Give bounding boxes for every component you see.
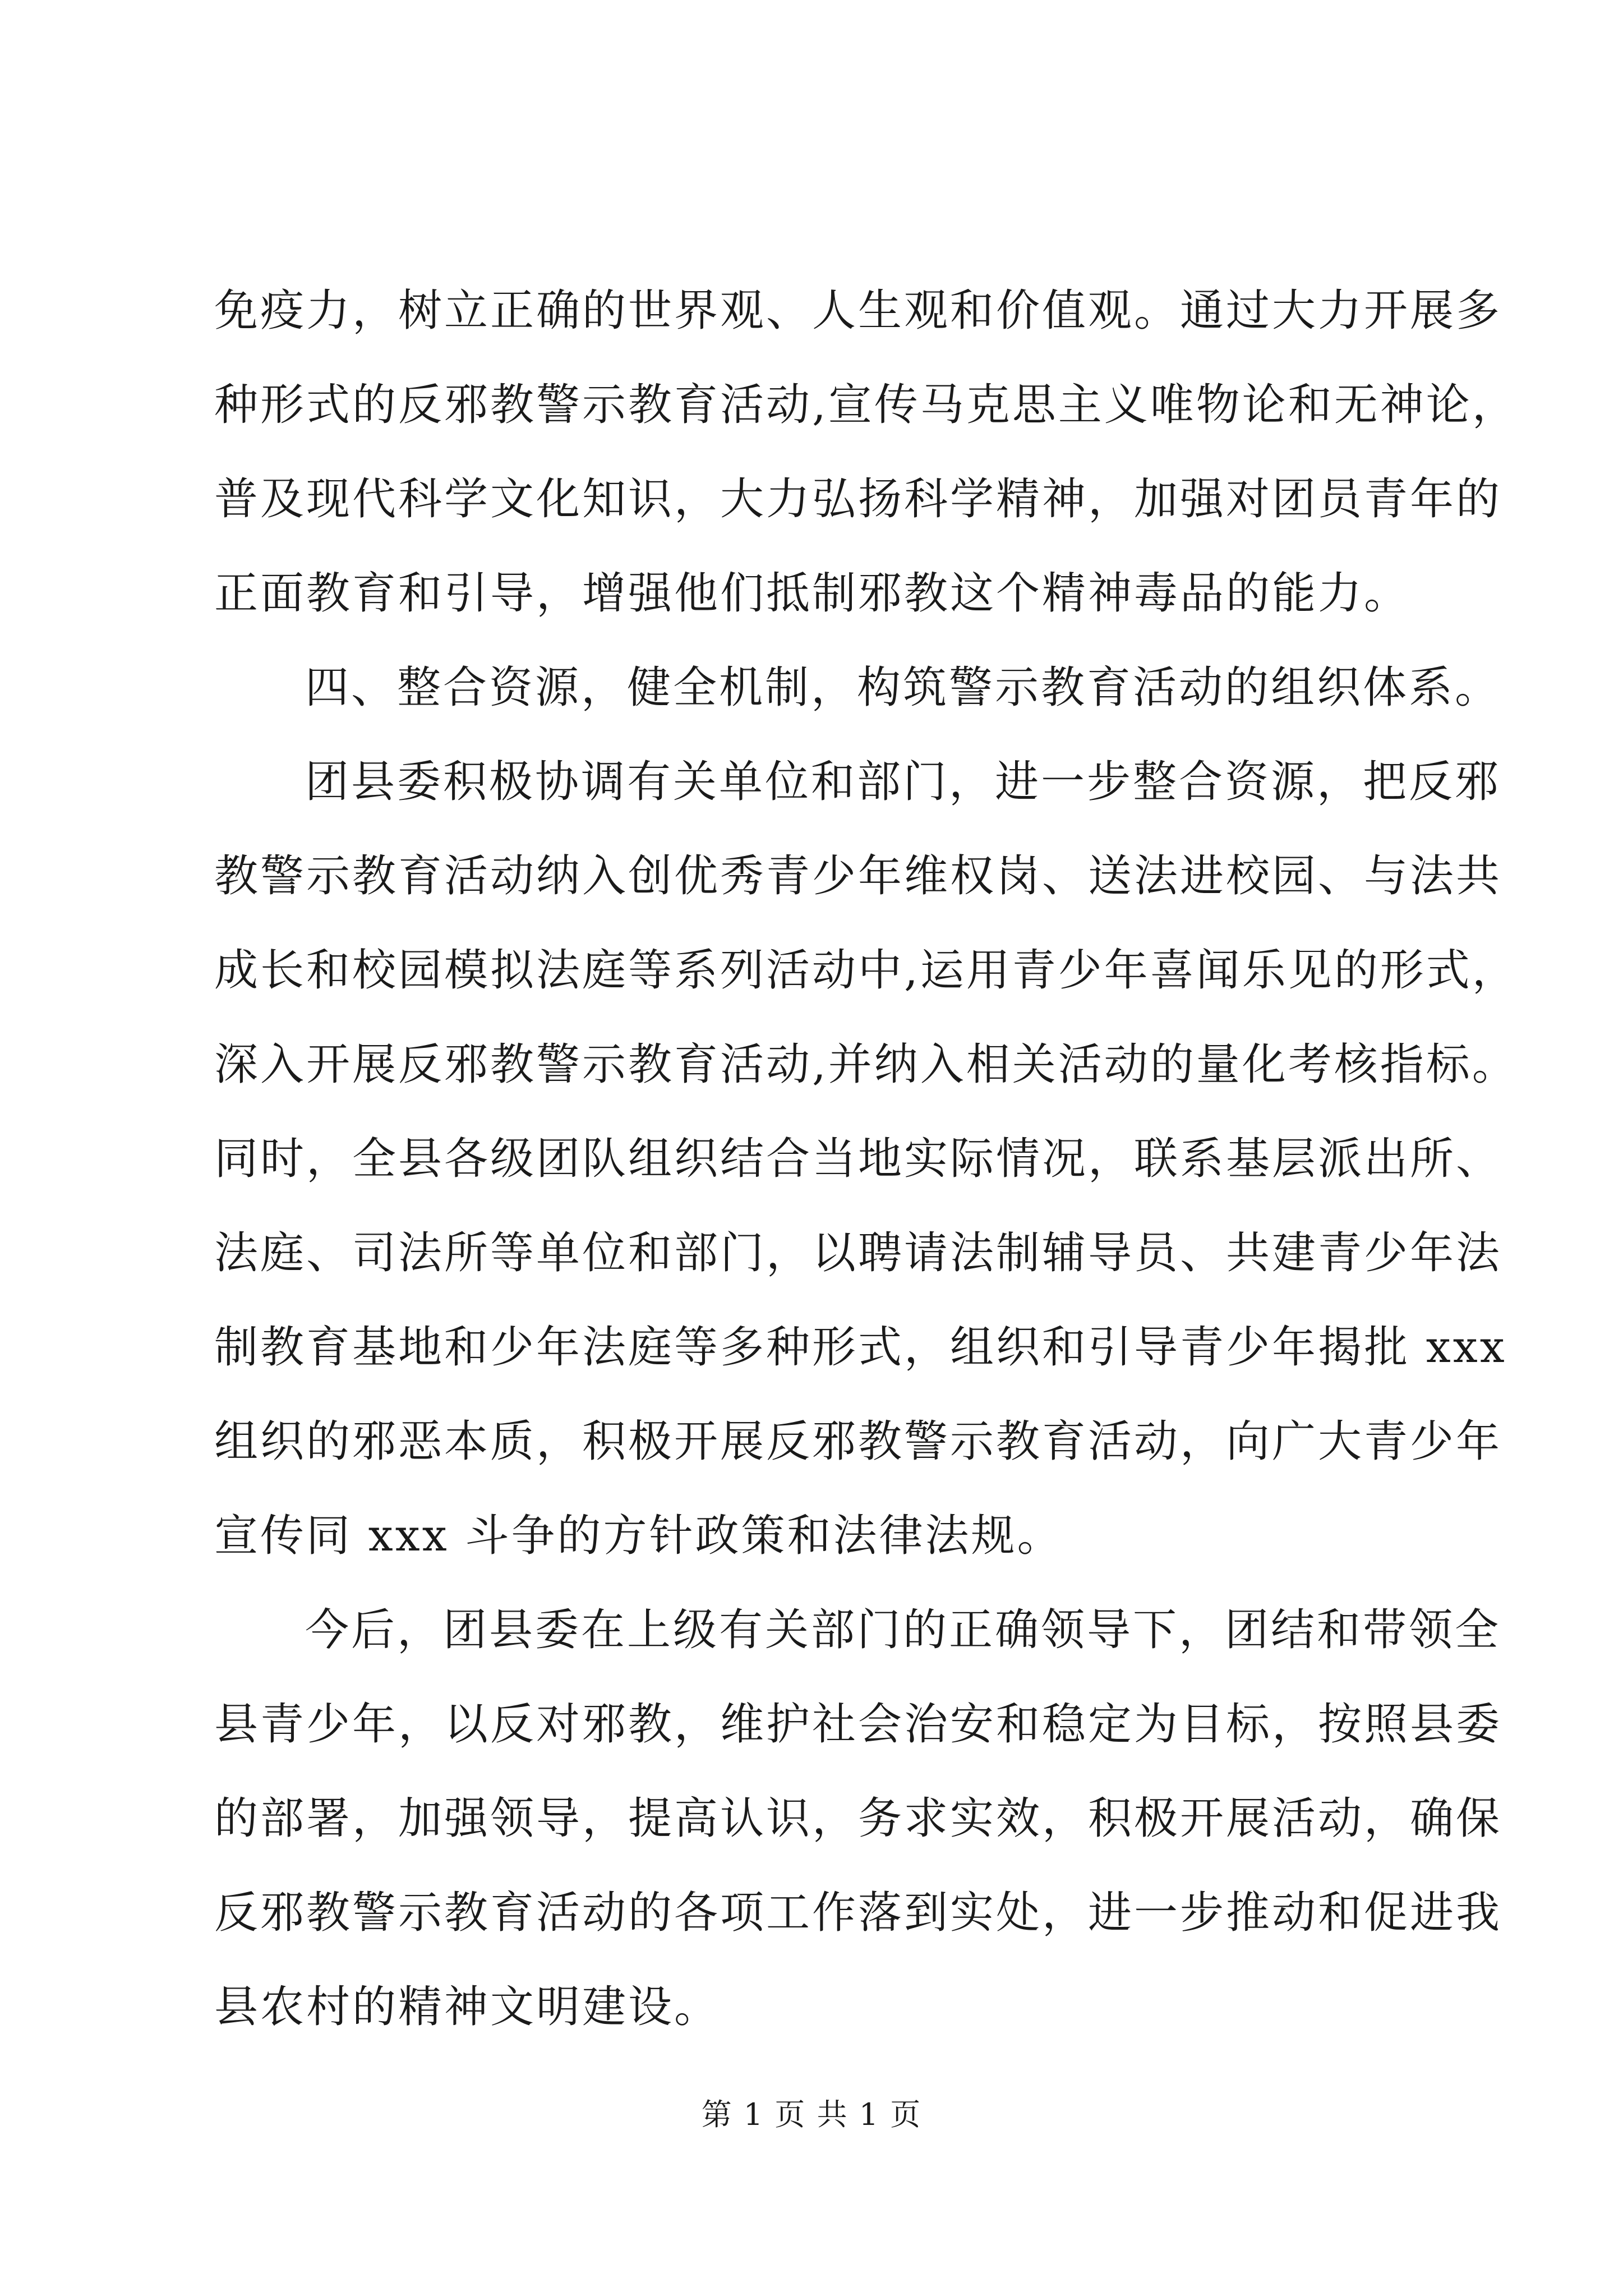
text-line: 深入开展反邪教警示教育活动,并纳入相关活动的量化考核指标。 bbox=[214, 1039, 1518, 1090]
text-line: 制教育基地和少年法庭等多种形式，组织和引导青少年揭批 xxx bbox=[214, 1322, 1507, 1373]
text-line: 团县委积极协调有关单位和部门，进一步整合资源，把反邪 bbox=[305, 757, 1501, 807]
text-line: 正面教育和引导，增强他们抵制邪教这个精神毒品的能力。 bbox=[214, 568, 1410, 619]
text-line: 同时，全县各级团队组织结合当地实际情况，联系基层派出所、 bbox=[214, 1134, 1502, 1184]
text-line: 成长和校园模拟法庭等系列活动中,运用青少年喜闻乐见的形式， bbox=[214, 945, 1518, 996]
paragraph-2 bbox=[214, 735, 1518, 1583]
text-line: 教警示教育活动纳入创优秀青少年维权岗、送法进校园、与法共 bbox=[214, 851, 1502, 901]
text-line: 宣传同 xxx 斗争的方针政策和法律法规。 bbox=[214, 1511, 1063, 1561]
text-line: 免疫力，树立正确的世界观、人生观和价值观。通过大力开展多 bbox=[214, 286, 1502, 336]
text-line: 法庭、司法所等单位和部门，以聘请法制辅导员、共建青少年法 bbox=[214, 1228, 1502, 1278]
paragraph-3 bbox=[214, 1583, 1502, 2054]
text-line: 的部署，加强领导，提高认识，务求实效，积极开展活动，确保 bbox=[214, 1793, 1502, 1844]
page-indicator: 第 1 页 共 1 页 bbox=[701, 2097, 922, 2132]
text-line: 组织的邪恶本质，积极开展反邪教警示教育活动，向广大青少年 bbox=[214, 1416, 1502, 1467]
page-footer bbox=[0, 2092, 1623, 2137]
section-heading-4: 四、整合资源，健全机制，构筑警示教育活动的组织体系。 bbox=[305, 662, 1501, 713]
document-body bbox=[214, 264, 1518, 2054]
text-line: 反邪教警示教育活动的各项工作落到实处，进一步推动和促进我 bbox=[214, 1888, 1502, 1938]
text-line: 县农村的精神文明建设。 bbox=[214, 1982, 721, 2032]
text-line: 种形式的反邪教警示教育活动,宣传马克思主义唯物论和无神论， bbox=[214, 380, 1518, 430]
text-line: 今后，团县委在上级有关部门的正确领导下，团结和带领全 bbox=[305, 1605, 1501, 1655]
text-line: 县青少年，以反对邪教，维护社会治安和稳定为目标，按照县委 bbox=[214, 1699, 1502, 1750]
text-line: 普及现代科学文化知识，大力弘扬科学精神，加强对团员青年的 bbox=[214, 474, 1502, 524]
paragraph-1 bbox=[214, 264, 1518, 641]
